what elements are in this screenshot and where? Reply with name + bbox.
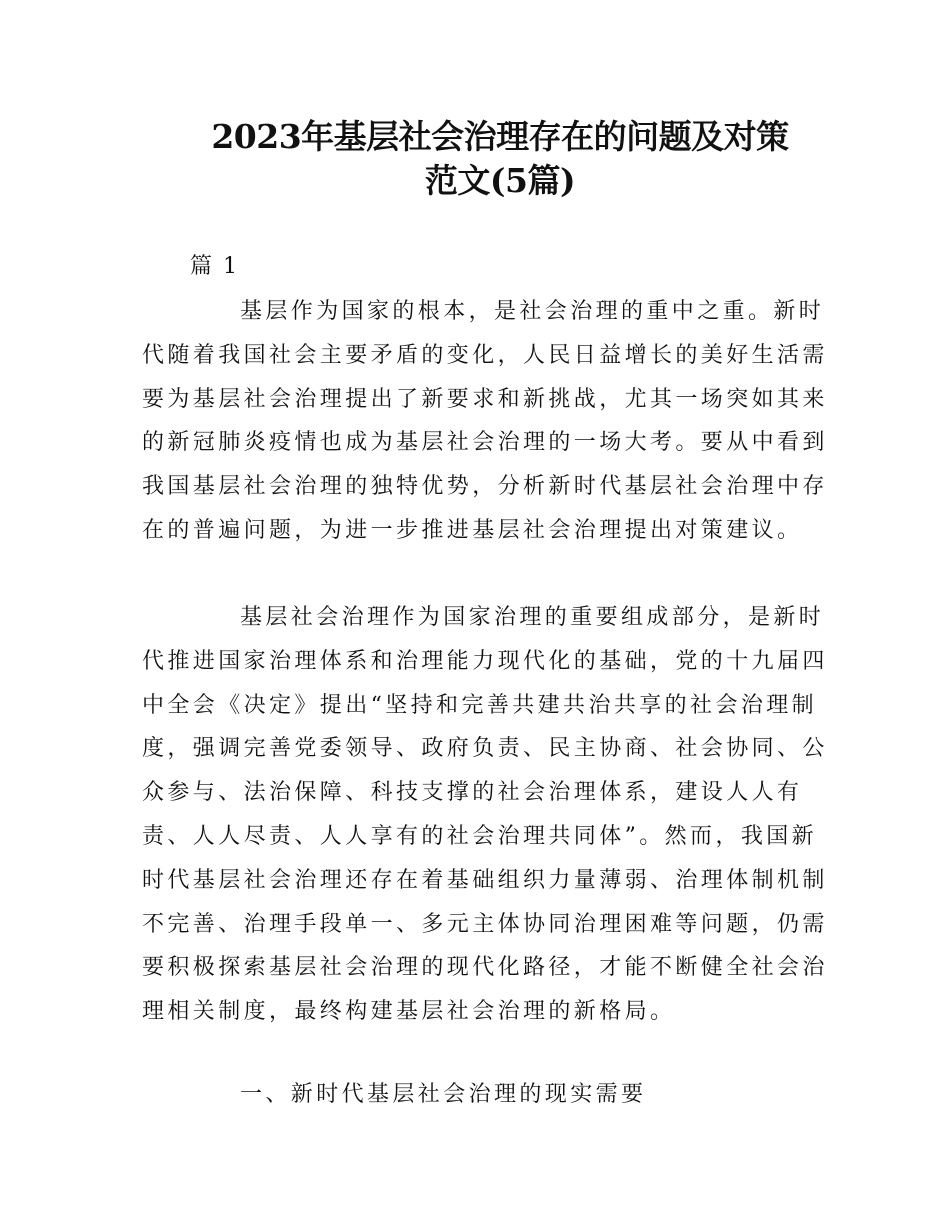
paragraph-2-line: 中全会《决定》提出“坚持和完善共建共治共享的社会治理制 bbox=[142, 692, 818, 718]
paragraph-2-line: 度，强调完善党委领导、政府负责、民主协商、社会协同、公 bbox=[142, 736, 828, 762]
paragraph-1-line: 要为基层社会治理提出了新要求和新挑战，尤其一场突如其来 bbox=[142, 386, 828, 412]
paragraph-2-line: 理相关制度，最终构建基层社会治理的新格局。 bbox=[142, 999, 676, 1025]
paragraph-1-line: 代随着我国社会主要矛盾的变化，人民日益增长的美好生活需 bbox=[142, 342, 828, 368]
paragraph-2-line: 要积极探索基层社会治理的现代化路径，才能不断健全社会治 bbox=[142, 955, 828, 981]
paragraph-1-line: 的新冠肺炎疫情也成为基层社会治理的一场大考。要从中看到 bbox=[142, 430, 828, 456]
paragraph-2-line: 基层社会治理作为国家治理的重要组成部分，是新时 bbox=[240, 605, 825, 630]
paragraph-1-line: 基层作为国家的根本，是社会治理的重中之重。新时 bbox=[240, 299, 825, 324]
paragraph-1-line: 我国基层社会治理的独特优势，分析新时代基层社会治理中存 bbox=[142, 474, 828, 500]
section-heading-1: 一、新时代基层社会治理的现实需要 bbox=[240, 1082, 647, 1107]
paragraph-2-line: 不完善、治理手段单一、多元主体协同治理困难等问题，仍需 bbox=[142, 911, 828, 937]
paragraph-2-line: 时代基层社会治理还存在着基础组织力量薄弱、治理体制机制 bbox=[142, 867, 828, 893]
paragraph-2-line: 代推进国家治理体系和治理能力现代化的基础，党的十九届四 bbox=[142, 648, 828, 674]
paragraph-1 bbox=[142, 290, 828, 553]
paragraph-2-line: 众参与、法治保障、科技支撑的社会治理体系，建设人人有 bbox=[142, 780, 803, 806]
document-title-line-1: 2023年基层社会治理存在的问题及对策 bbox=[211, 117, 789, 156]
paragraph-2 bbox=[142, 596, 828, 1034]
paragraph-2-line: 责、人人尽责、人人享有的社会治理共同体”。然而，我国新 bbox=[142, 823, 818, 849]
document-title-line-2: 范文(5篇) bbox=[424, 161, 576, 200]
section-label: 篇 1 bbox=[190, 254, 239, 279]
paragraph-1-line: 在的普遍问题，为进一步推进基层社会治理提出对策建议。 bbox=[142, 517, 803, 543]
